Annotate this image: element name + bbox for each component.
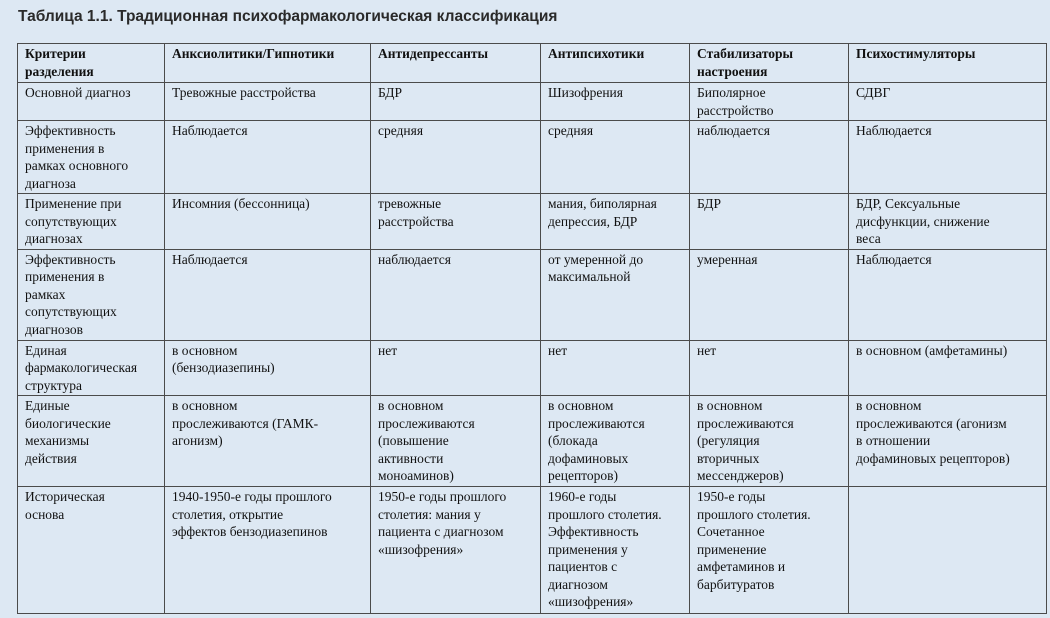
table-cell: БДР xyxy=(690,194,849,250)
table-cell: Наблюдается xyxy=(165,121,371,194)
table-row xyxy=(18,396,1047,487)
column-header-antipsychotics: Антипсихотики xyxy=(541,44,690,83)
table-cell: Тревожные расстройства xyxy=(165,83,371,121)
table-cell: в основном прослеживаются (ГАМК- агонизм) xyxy=(165,396,371,487)
table-cell: Наблюдается xyxy=(165,249,371,340)
table-row xyxy=(18,121,1047,194)
column-header-criteria: Критерии разделения xyxy=(18,44,165,83)
table-cell: 1940-1950-е годы прошлого столетия, открытие эффектов бензодиазепинов xyxy=(165,487,371,614)
column-header-anxiolytics: Анксиолитики/Гипнотики xyxy=(165,44,371,83)
table-cell: БДР xyxy=(371,83,541,121)
table-row xyxy=(18,83,1047,121)
table-cell: в основном прослеживаются (регуляция вторичных мессенджеров) xyxy=(690,396,849,487)
table-cell: от умеренной до максимальной xyxy=(541,249,690,340)
column-header-antidepressants: Антидепрессанты xyxy=(371,44,541,83)
table-cell: БДР, Сексуальные дисфункции, снижение веса xyxy=(849,194,1047,250)
table-title: Таблица 1.1. Традиционная психофармакологическая классификация xyxy=(18,8,558,25)
table-row xyxy=(18,194,1047,250)
table-cell: средняя xyxy=(371,121,541,194)
row-criterion: Основной диагноз xyxy=(18,83,165,121)
table-cell: нет xyxy=(371,340,541,396)
table-cell: Шизофрения xyxy=(541,83,690,121)
row-criterion: Эффективность применения в рамках сопутствующих диагнозов xyxy=(18,249,165,340)
row-criterion: Эффективность применения в рамках основного диагноза xyxy=(18,121,165,194)
table-cell: Инсомния (бессонница) xyxy=(165,194,371,250)
table-cell: в основном (бензодиазепины) xyxy=(165,340,371,396)
row-criterion: Историческая основа xyxy=(18,487,165,614)
row-criterion: Единые биологические механизмы действия xyxy=(18,396,165,487)
table-cell: в основном прослеживаются (блокада дофаминовых рецепторов) xyxy=(541,396,690,487)
table-cell: наблюдается xyxy=(371,249,541,340)
column-header-psychostimulants: Психостимуляторы xyxy=(849,44,1047,83)
table-cell: наблюдается xyxy=(690,121,849,194)
table-cell: Наблюдается xyxy=(849,121,1047,194)
table-cell: в основном прослеживаются (агонизм в отношении дофаминовых рецепторов) xyxy=(849,396,1047,487)
classification-table xyxy=(17,43,1047,614)
row-criterion: Применение при сопутствующих диагнозах xyxy=(18,194,165,250)
table-row xyxy=(18,340,1047,396)
row-criterion: Единая фармакологическая структура xyxy=(18,340,165,396)
table-cell: мания, биполярная депрессия, БДР xyxy=(541,194,690,250)
column-header-mood-stabilizers: Стабилизаторы настроения xyxy=(690,44,849,83)
table-cell: в основном прослеживаются (повышение активности моноаминов) xyxy=(371,396,541,487)
header-row xyxy=(18,44,1047,83)
table-cell: Наблюдается xyxy=(849,249,1047,340)
table-cell: СДВГ xyxy=(849,83,1047,121)
table-cell: тревожные расстройства xyxy=(371,194,541,250)
table-row xyxy=(18,249,1047,340)
table-cell: умеренная xyxy=(690,249,849,340)
table-cell: Биполярное расстройство xyxy=(690,83,849,121)
table-cell: в основном (амфетамины) xyxy=(849,340,1047,396)
table-cell: 1960-е годы прошлого столетия. Эффективность применения у пациентов с диагнозом «шизофрения» xyxy=(541,487,690,614)
table-cell: нет xyxy=(690,340,849,396)
table-row xyxy=(18,487,1047,614)
table-cell: средняя xyxy=(541,121,690,194)
table-cell xyxy=(849,487,1047,614)
table-cell: 1950-е годы прошлого столетия. Сочетанное применение амфетаминов и барбитуратов xyxy=(690,487,849,614)
table-cell: нет xyxy=(541,340,690,396)
table-cell: 1950-е годы прошлого столетия: мания у пациента с диагнозом «шизофрения» xyxy=(371,487,541,614)
